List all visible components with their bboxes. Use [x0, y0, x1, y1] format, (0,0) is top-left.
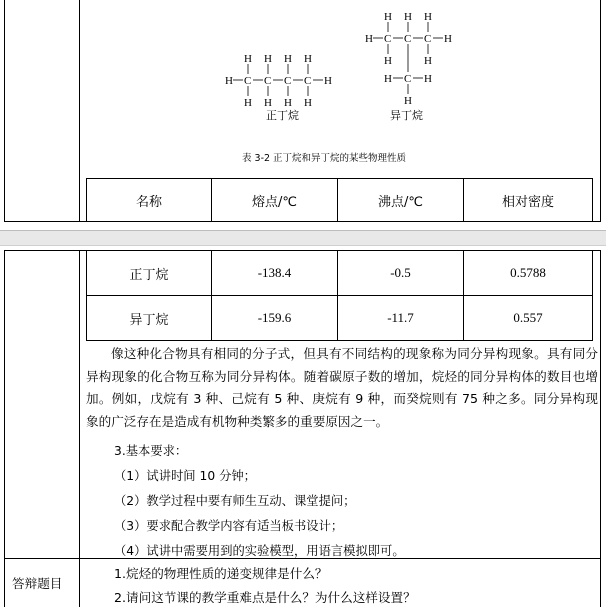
- svg-text:H: H: [324, 75, 332, 87]
- svg-text:H: H: [404, 11, 412, 23]
- header-relative-density: 相对密度: [501, 194, 554, 210]
- requirement-item: （4）试讲中需要用到的实验模型，用语言模拟即可。: [114, 544, 405, 558]
- svg-text:H: H: [304, 53, 312, 65]
- svg-text:C: C: [304, 75, 312, 87]
- defense-label: 答辩题目: [12, 576, 63, 591]
- svg-text:C: C: [404, 73, 412, 85]
- header-name: 名称: [135, 194, 162, 210]
- page-break: [0, 230, 606, 246]
- svg-text:H: H: [284, 97, 292, 109]
- row-n-butane-name: 正丁烷: [129, 267, 169, 283]
- svg-text:H: H: [424, 11, 432, 23]
- svg-text:H: H: [365, 33, 373, 45]
- defense-question: 2.请问这节课的教学重难点是什么？为什么这样设置？: [114, 590, 416, 605]
- svg-text:C: C: [424, 33, 432, 45]
- svg-text:H: H: [284, 53, 292, 65]
- n-butane-caption: 正丁烷: [266, 110, 299, 122]
- svg-text:H: H: [264, 53, 272, 65]
- svg-text:H: H: [244, 53, 252, 65]
- svg-text:H: H: [384, 73, 392, 85]
- svg-text:H: H: [384, 11, 392, 23]
- n-butane-atoms: [225, 53, 332, 109]
- svg-text:H: H: [444, 33, 452, 45]
- row-isobutane-melting: -159.6: [257, 310, 292, 325]
- row-n-butane-melting: -138.4: [257, 265, 292, 280]
- requirements-title: 3.基本要求：: [114, 444, 188, 458]
- svg-text:H: H: [304, 97, 312, 109]
- svg-text:H: H: [404, 95, 412, 107]
- svg-text:C: C: [284, 75, 292, 87]
- isobutane-atoms: [365, 11, 452, 107]
- header-melting-point: 熔点/℃: [252, 194, 297, 210]
- svg-text:C: C: [404, 33, 412, 45]
- row-isobutane-boiling: -11.7: [387, 310, 414, 325]
- svg-text:C: C: [244, 75, 252, 87]
- defense-question: 1.烷烃的物理性质的递变规律是什么？: [114, 566, 328, 581]
- svg-text:H: H: [384, 55, 392, 67]
- isomerism-paragraph: 像这种化合物具有相同的分子式，但具有不同结构的现象称为同分异构现象。具有同分异构现象的化合物互称为同分异构体。随着碳原子数的增加，烷烃的同分异构体的数目也增加。例如，戊烷有 3 种、己烷有 5 种、庚烷有 9 种，而癸烷则有 75 种之多。同分异构现象的广泛存在是造成有机物种类繁多的重要原因之一。: [86, 346, 598, 430]
- header-boiling-point: 沸点/℃: [378, 194, 423, 210]
- row-isobutane-name: 异丁烷: [129, 312, 169, 328]
- svg-text:H: H: [424, 55, 432, 67]
- row-isobutane-density: 0.557: [513, 310, 543, 325]
- row-n-butane-boiling: -0.5: [390, 265, 411, 280]
- table-caption: 表 3-2 正丁烷和异丁烷的某些物理性质: [242, 153, 407, 164]
- row-n-butane-density: 0.5788: [510, 265, 546, 280]
- requirement-item: （2）教学过程中要有师生互动、课堂提问；: [114, 494, 356, 508]
- svg-text:H: H: [225, 75, 233, 87]
- svg-text:H: H: [244, 97, 252, 109]
- svg-text:H: H: [264, 97, 272, 109]
- requirement-item: （1）试讲时间 10 分钟；: [114, 469, 256, 483]
- svg-text:H: H: [424, 73, 432, 85]
- svg-text:C: C: [384, 33, 392, 45]
- isobutane-caption: 异丁烷: [390, 110, 423, 122]
- requirement-item: （3）要求配合教学内容有适当板书设计；: [114, 519, 344, 533]
- structural-formula-figure: [210, 4, 470, 124]
- svg-text:C: C: [264, 75, 272, 87]
